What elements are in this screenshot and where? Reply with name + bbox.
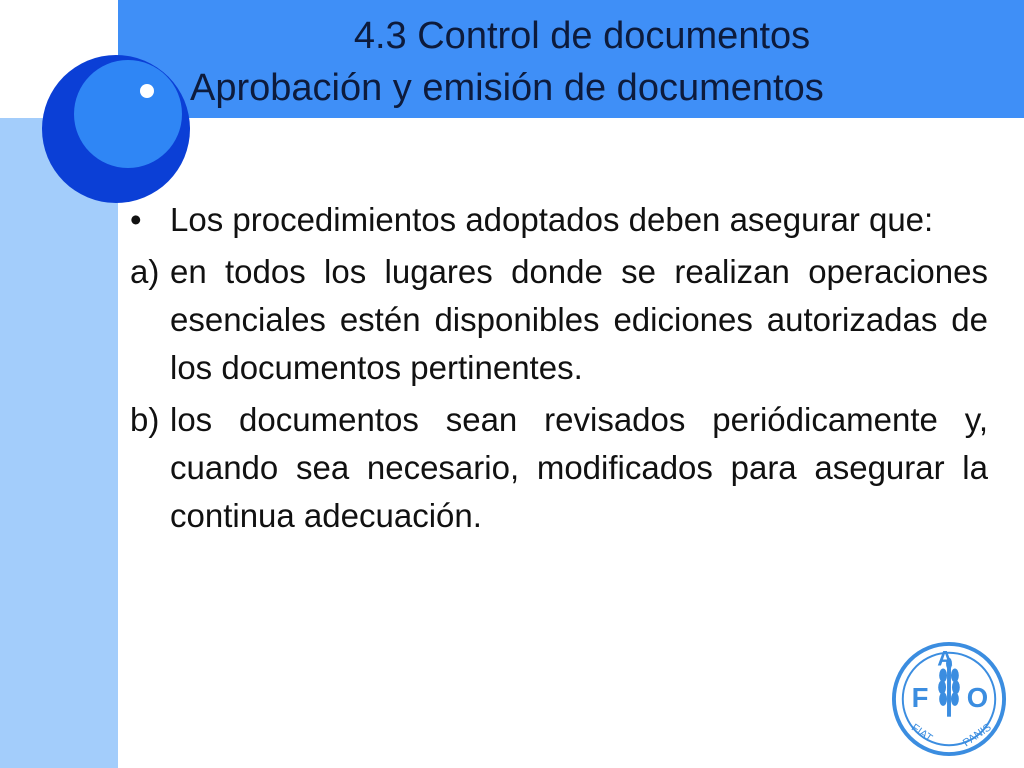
- svg-text:A: A: [937, 645, 953, 671]
- side-band: [0, 118, 118, 768]
- title-line-1: 4.3 Control de documentos: [353, 15, 811, 57]
- svg-text:F: F: [911, 681, 929, 713]
- slide-body: [128, 196, 988, 544]
- title-line-2-text: Aprobación y emisión de documentos: [190, 67, 824, 109]
- item-b-text: los documentos sean revisados periódicamente y, cuando sea necesario, modificados para asegurar la continua adecuación.: [170, 401, 988, 534]
- bullet-text: Los procedimientos adoptados deben asegurar que:: [170, 201, 934, 238]
- item-b-paragraph: [128, 396, 988, 540]
- item-b-label: b): [130, 401, 160, 438]
- item-a-text: en todos los lugares donde se realizan operaciones esenciales estén disponibles ediciones autorizadas de los documentos pertinentes.: [170, 253, 988, 386]
- title-bullet-icon: [140, 84, 154, 98]
- item-a-label: a): [130, 253, 160, 290]
- svg-text:O: O: [966, 681, 989, 713]
- fao-logo: [890, 640, 1008, 758]
- svg-text:PANIS: PANIS: [960, 721, 994, 750]
- bullet-paragraph: [128, 196, 988, 244]
- svg-text:FIAT: FIAT: [909, 721, 935, 745]
- item-a-paragraph: [128, 248, 988, 392]
- title-line-2: [120, 62, 1024, 114]
- bullet-icon: •: [130, 201, 142, 238]
- slide-title: [120, 10, 1024, 114]
